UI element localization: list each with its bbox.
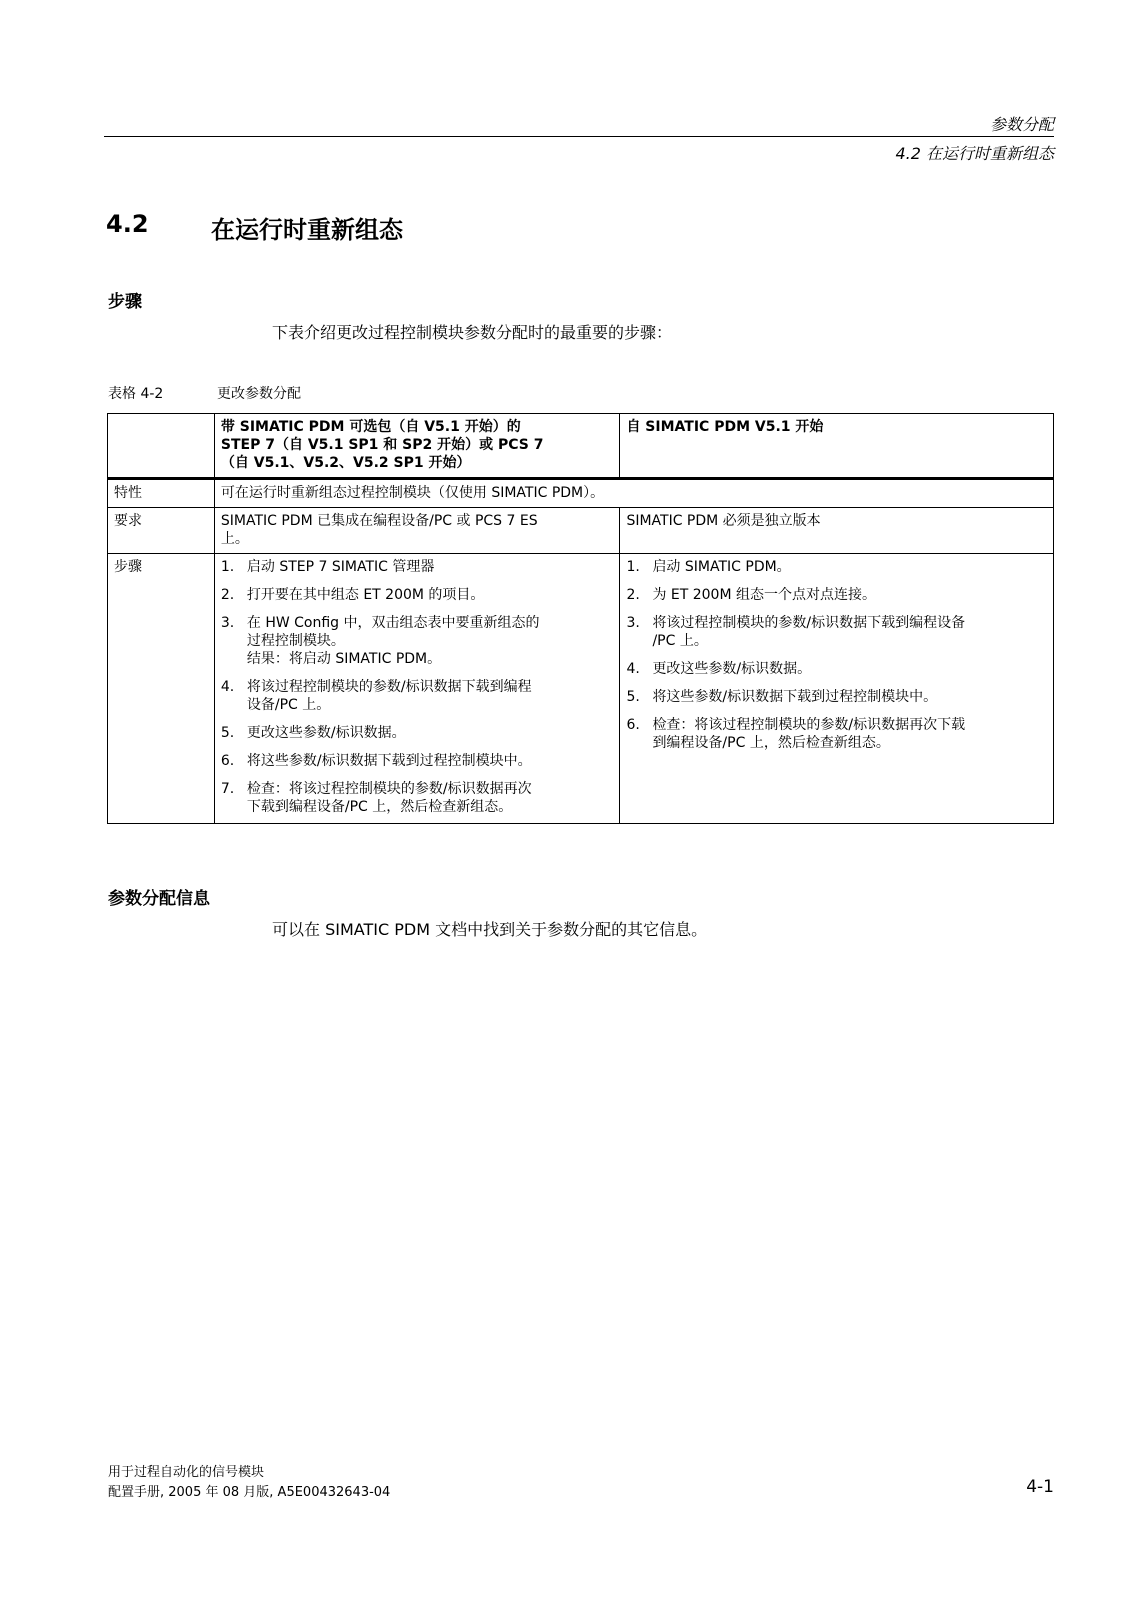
table-row-requirement [108,508,1054,554]
list-item: 5. 将这些参数/标识数据下载到过程控制模块中。 [626,689,938,705]
requirement-step7: SIMATIC PDM 已集成在编程设备/PC 或 PCS 7 ES 上。 [214,508,620,554]
param-info-text: 可以在 SIMATIC PDM 文档中找到关于参数分配的其它信息。 [272,920,708,939]
list-item: 4. 将该过程控制模块的参数/标识数据下载到编程 设备/PC 上。 [220,679,532,713]
header-divider [104,136,1054,137]
requirement-pdm: SIMATIC PDM 必须是独立版本 [620,508,1054,554]
table-header-row [108,414,1054,479]
section-number: 4.2 [106,210,149,238]
steps-list-pdm [626,558,1047,752]
list-item: 4. 更改这些参数/标识数据。 [626,661,812,677]
list-item: 6. 将这些参数/标识数据下载到过程控制模块中。 [220,753,532,769]
header-section-title: 4.2 在运行时重新组态 [895,144,1054,163]
footer-book-title: 用于过程自动化的信号模块 [108,1465,265,1480]
list-item: 6. 检查：将该过程控制模块的参数/标识数据再次下载 到编程设备/PC 上，然后检查新组态。 [626,717,966,751]
list-item: 7. 检查：将该过程控制模块的参数/标识数据再次 下载到编程设备/PC 上，然后检查新组态。 [220,781,532,815]
header-chapter-title: 参数分配 [989,115,1054,134]
footer-edition: 配置手册, 2005 年 08 月版, A5E00432643-04 [108,1485,391,1500]
list-item: 3. 在 HW Config 中，双击组态表中要重新组态的 过程控制模块。 结果：将启动 SIMATIC PDM。 [220,615,540,667]
list-item: 3. 将该过程控制模块的参数/标识数据下载到编程设备 /PC 上。 [626,615,966,649]
table-caption-title: 更改参数分配 [217,386,301,402]
procedure-intro: 下表介绍更改过程控制模块参数分配时的最重要的步骤： [272,323,673,342]
parameter-change-table [107,413,1054,824]
steps-list-step7 [221,558,614,816]
header-col-step7: 带 SIMATIC PDM 可选包（自 V5.1 开始）的 STEP 7（自 V5.1 SP1 和 SP2 开始）或 PCS 7 （自 V5.1、V5.2、V5.2 SP1 开始） [214,414,620,479]
list-item: 2. 为 ET 200M 组态一个点对点连接。 [626,587,876,603]
table-row-feature [108,479,1054,508]
table-row-steps [108,554,1054,824]
row-label-feature: 特性 [108,479,215,508]
row-label-steps: 步骤 [108,554,215,824]
section-title: 在运行时重新组态 [211,216,403,244]
header-empty-cell [108,414,215,479]
table-caption-number: 表格 4-2 [108,386,164,402]
list-item: 1. 启动 STEP 7 SIMATIC 管理器 [220,559,435,575]
list-item: 1. 启动 SIMATIC PDM。 [626,559,791,575]
procedure-heading: 步骤 [108,292,142,312]
page-number: 4-1 [1026,1477,1054,1497]
param-info-heading: 参数分配信息 [108,889,210,909]
header-col-pdm: 自 SIMATIC PDM V5.1 开始 [620,414,1054,479]
row-label-requirement: 要求 [108,508,215,554]
steps-step7 [214,554,620,824]
list-item: 2. 打开要在其中组态 ET 200M 的项目。 [220,587,485,603]
list-item: 5. 更改这些参数/标识数据。 [220,725,406,741]
steps-pdm [620,554,1054,824]
feature-text: 可在运行时重新组态过程控制模块（仅使用 SIMATIC PDM）。 [214,479,1053,508]
